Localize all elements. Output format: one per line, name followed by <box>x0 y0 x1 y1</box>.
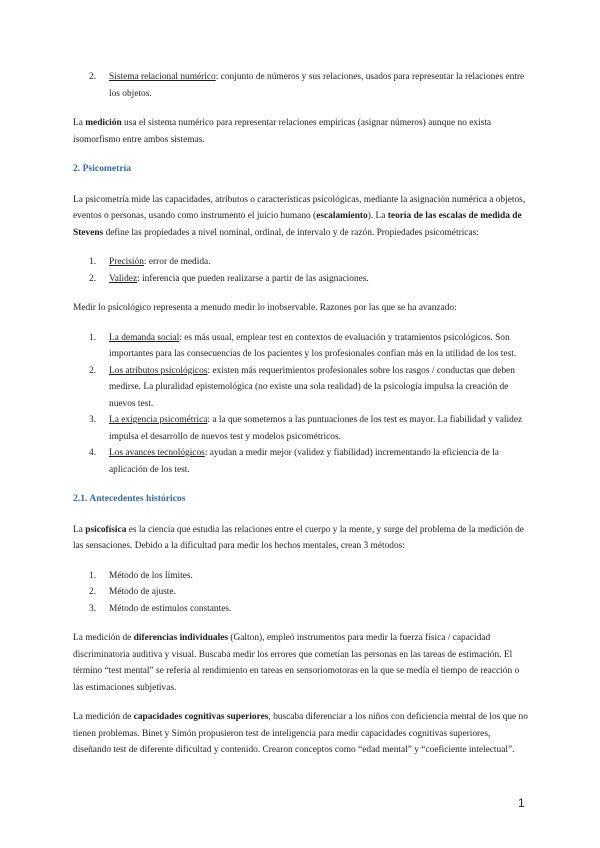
list-number: 3. <box>89 415 97 425</box>
list-text: : inferencia que pueden realizarse a partir de las asignaciones. <box>137 273 369 284</box>
text-run: ). La <box>367 211 388 221</box>
list-number: 1. <box>89 570 97 581</box>
text-run: define las propiedades a nivel nominal, ordinal, de intervalo y de razón. Propiedades psicométricas: <box>103 227 479 238</box>
page-content <box>73 69 528 772</box>
text-run: La psicometría mide las capacidades, atributos o características psicológicas, mediante la asignación numérica a objetos, eventos o personas, usando como instrumento el juicio humano ( <box>73 194 526 221</box>
paragraph-psicofisica <box>73 522 528 555</box>
list-text: : existen más requerimientos profesionales sobre los rasgos / conductas que deben medirse. La pluralidad epistemológica (no existe una sola realidad) de la psicología impulsa la creación de nuevos test. <box>109 365 515 409</box>
section-heading-antecedentes: 2.1. Antecedentes históricos <box>73 493 186 504</box>
bold-term: teoría de las escalas de medida de Stevens <box>73 211 522 238</box>
text-run: La medición de <box>73 712 134 722</box>
list-item <box>73 568 528 585</box>
list-item <box>73 69 528 102</box>
list-psychometric-properties <box>73 254 528 287</box>
paragraph-psicometria <box>73 192 528 242</box>
section-heading-psicometria: 2. Psicometría <box>73 163 132 174</box>
list-number: 1. <box>89 332 97 343</box>
list-text: : conjunto de números y sus relaciones, usados para representar la relaciones entre los objetos. <box>109 72 525 99</box>
list-text: Método de ajuste. <box>109 587 176 597</box>
list-number: 4. <box>89 448 97 458</box>
bold-term: diferencias individuales <box>133 633 229 643</box>
bold-term: psicofísica <box>85 524 127 535</box>
list-item <box>73 412 528 445</box>
list-item <box>73 445 528 478</box>
list-number: 2. <box>89 273 97 284</box>
list-relational-system <box>73 69 528 102</box>
text-run: La medición de <box>73 633 134 643</box>
page-number: 1 <box>518 796 525 810</box>
list-item <box>73 271 528 288</box>
list-item <box>73 254 528 271</box>
list-item <box>73 601 528 618</box>
list-text: Método de los límites. <box>109 570 193 581</box>
list-reasons <box>73 330 528 479</box>
text-run: usa el sistema numérico para representar relaciones empíricas (asignar números) aunque no exista isomorfismo entre ambos sistemas. <box>73 118 492 145</box>
list-item <box>73 330 528 363</box>
paragraph-diferencias <box>73 630 528 696</box>
bold-term: capacidades cognitivas superiores <box>133 712 269 722</box>
list-methods <box>73 568 528 618</box>
text-run: La <box>73 118 86 128</box>
paragraph-medicion <box>73 115 528 148</box>
bold-term: escalamiento <box>316 211 368 221</box>
list-term: Validez <box>109 273 138 284</box>
list-number: 2. <box>89 365 97 376</box>
paragraph-capacidades <box>73 709 528 759</box>
list-text: Método de estímulos constantes. <box>109 603 232 614</box>
list-number: 2. <box>89 587 97 597</box>
paragraph-medir: Medir lo psicológico representa a menudo medir lo inobservable. Razones por las que se ha avanzado: <box>73 303 457 313</box>
text-run: es la ciencia que estudia las relaciones entre el cuerpo y la mente, y surge del problema de la medición de las sensaciones. Debido a la dificultad para medir los hechos mentales, crean 3 métodos: <box>73 524 524 551</box>
list-term: La exigencia psicométrica <box>109 415 208 425</box>
text-run: , buscaba diferenciar a los niños con deficiencia mental de los que no tienen problemas. Binet y Simón propusieron test de inteligencia para medir capacidades cognitivas superiores, diseñando test de diferente dificultad y contenido. Crearon conceptos como “edad mental” y “coeficiente intelectual”. <box>73 712 528 755</box>
list-number: 3. <box>89 603 97 614</box>
list-item <box>73 584 528 601</box>
text-run: (Galton), empleó instrumentos para medir la fuerza física / capacidad discriminatoria auditiva y visual. Buscaba medir los errores que cometían las personas en las tareas de estimación. El término “test mental” se refería al rendimiento en tareas en sensoriomotoras en la que se medía el tiempo de reacción o las estimaciones subjetivas. <box>73 633 520 693</box>
list-number: 1. <box>89 257 97 267</box>
bold-term: medición <box>85 118 122 128</box>
list-term: La demanda social <box>109 332 180 343</box>
list-term: Precisión <box>109 257 144 267</box>
list-text: : error de medida. <box>143 257 211 267</box>
list-term: Los avances tecnológicos <box>109 448 205 458</box>
list-number: 2. <box>89 72 97 82</box>
list-term: Sistema relacional numérico <box>109 72 216 82</box>
text-run: La <box>73 524 86 535</box>
list-text: : es más usual, emplear test en contextos de evaluación y tratamientos psicológicos. Son importantes para las consecuencias de los pacientes y los profesionales confían más en la utilidad de los test. <box>109 332 517 359</box>
list-text: : ayudan a medir mejor (validez y fiabilidad) incrementando la eficiencia de la aplicación de los test. <box>109 448 499 475</box>
list-text: : a la que sometemos a las puntuaciones de los test es mayor. La fiabilidad y validez impulsa el desarrollo de nuevos test y modelos psicométricos. <box>109 415 523 442</box>
list-item <box>73 363 528 413</box>
list-term: Los atributos psicológicos <box>109 365 208 376</box>
